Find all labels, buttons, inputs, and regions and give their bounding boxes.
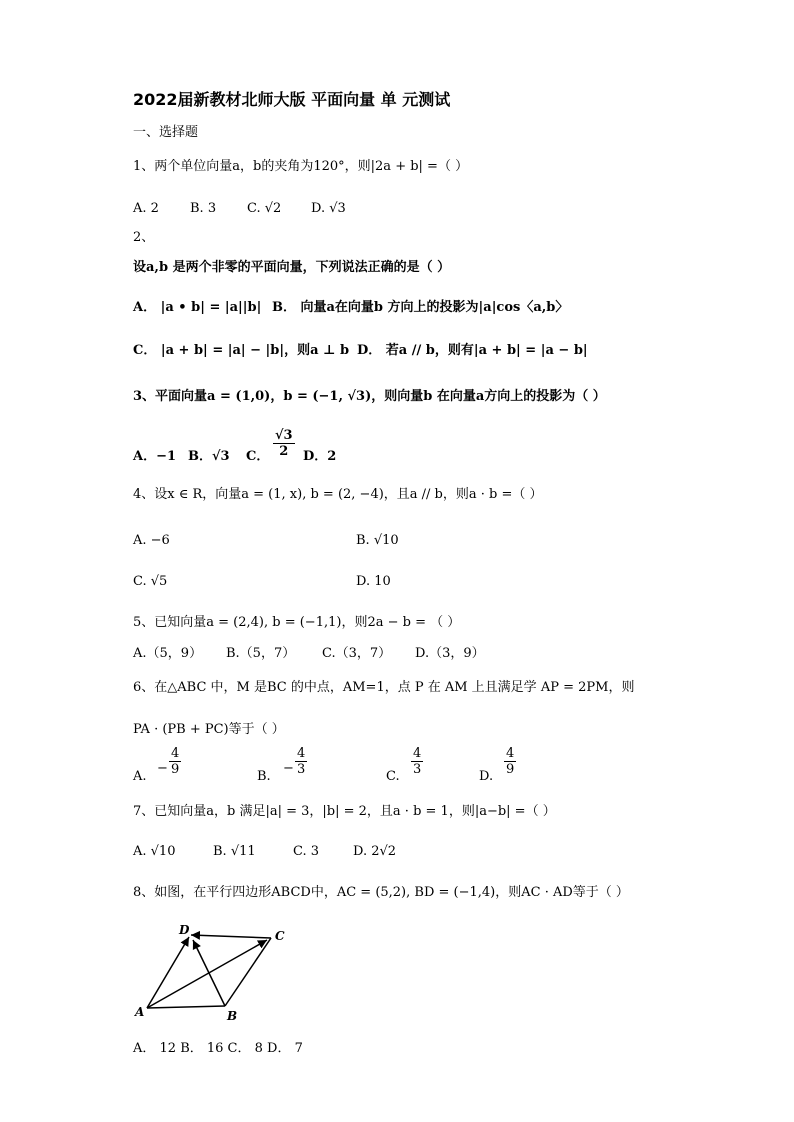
q7-option-d: D. 2√2 <box>353 844 397 859</box>
fraction-denominator: 3 <box>297 762 306 777</box>
question-8: 8、如图，在平行四边形ABCD中，AC = (5,2), BD = (−1,4)，则AC · AD等于（ ） <box>133 885 629 900</box>
question-6-line1: 6、在△ABC 中，M 是BC 的中点，AM=1，点 P 在 AM 上且满足学 AP = 2PM，则 <box>133 680 635 695</box>
vertex-c-label: C <box>275 929 285 943</box>
question-2: 设a,b 是两个非零的平面向量，下列说法正确的是（ ） <box>133 260 451 275</box>
question-7: 7、已知向量a，b 满足|a| = 3，|b| = 2，且a · b = 1，则|a−b| =（ ） <box>133 804 556 819</box>
fraction-denominator: 9 <box>506 762 515 777</box>
q6-option-a-fraction <box>169 746 181 777</box>
question-6-options <box>133 746 533 786</box>
q5-option-d: D.（3，9） <box>415 646 485 661</box>
question-4: 4、设x ∈ R，向量a = (1, x), b = (2, −4)，且a // b，则a · b =（ ） <box>133 487 543 502</box>
q3-option-a: A．−1 <box>133 449 177 464</box>
q1-option-b: B. 3 <box>190 201 217 216</box>
vertex-a-label: A <box>135 1005 145 1019</box>
q6-option-c-label: C. <box>386 769 400 784</box>
side-da <box>147 937 189 1008</box>
q6-option-d-label: D. <box>479 769 494 784</box>
q1-option-c: C. √2 <box>247 201 282 216</box>
diagonal-ac <box>147 940 267 1008</box>
q4-option-b: B. √10 <box>356 533 399 548</box>
side-ab <box>147 1006 225 1008</box>
fraction-numerator: 4 <box>171 746 180 761</box>
vertex-b-label: B <box>227 1009 238 1023</box>
q1-option-a: A. 2 <box>133 201 159 216</box>
q7-option-c: C. 3 <box>293 844 320 859</box>
q7-option-a: A. √10 <box>133 844 176 859</box>
fraction-denominator: 3 <box>413 762 422 777</box>
side-bc <box>225 938 271 1006</box>
fraction-denominator: 2 <box>279 444 289 459</box>
q4-option-a: A. −6 <box>133 533 170 548</box>
q6-option-a-sign: − <box>157 761 168 776</box>
question-2-number: 2、 <box>133 230 155 245</box>
q6-option-b-fraction <box>295 746 307 777</box>
vertex-d-label: D <box>179 923 190 937</box>
q3-option-c-label: C． <box>246 449 270 464</box>
side-cd <box>191 935 271 938</box>
q2-option-b: B． 向量a在向量b 方向上的投影为|a|cos〈a,b〉 <box>272 300 569 315</box>
q6-option-a-label: A. <box>133 769 147 784</box>
question-1: 1、两个单位向量a，b的夹角为120°，则|2a + b| =（ ） <box>133 159 469 174</box>
q2-option-c: C． |a + b| = |a| − |b|，则a ⊥ b <box>133 343 350 358</box>
question-3: 3、平面向量a = (1,0)，b = (−1, √3)，则向量b 在向量a方向上的投影为（ ） <box>133 389 606 404</box>
q5-option-c: C.（3，7） <box>322 646 392 661</box>
question-5: 5、已知向量a = (2,4), b = (−1,1)，则2a − b = （ ） <box>133 615 461 630</box>
page-title: 2022届新教材北师大版 平面向量 单 元测试 <box>133 90 451 109</box>
fraction-numerator: 4 <box>297 746 306 761</box>
question-8-options: A． 12 B． 16 C． 8 D． 7 <box>133 1041 303 1056</box>
q3-option-b: B．√3 <box>188 449 230 464</box>
q6-option-c-fraction <box>411 746 423 777</box>
fraction-numerator: 4 <box>413 746 422 761</box>
fraction-denominator: 9 <box>171 762 180 777</box>
q3-option-c-fraction <box>273 428 295 459</box>
q6-option-d-fraction <box>504 746 516 777</box>
q4-option-c: C. √5 <box>133 574 168 589</box>
q7-option-b: B. √11 <box>213 844 256 859</box>
section-heading: 一、选择题 <box>133 125 199 140</box>
q5-option-b: B.（5，7） <box>226 646 296 661</box>
q1-option-d: D. √3 <box>311 201 346 216</box>
q5-option-a: A.（5，9） <box>133 646 203 661</box>
q3-option-d: D．2 <box>303 449 337 464</box>
q4-option-d: D. 10 <box>356 574 391 589</box>
fraction-numerator: 4 <box>506 746 515 761</box>
fraction-numerator: √3 <box>275 428 293 443</box>
q2-option-a: A． |a • b| = |a||b| <box>133 300 262 315</box>
diagonal-bd <box>193 940 225 1006</box>
q6-option-b-label: B. <box>257 769 271 784</box>
q2-option-d: D． 若a // b，则有|a + b| = |a − b| <box>357 343 588 358</box>
question-6-line2: PA · (PB + PC)等于（ ） <box>133 722 285 737</box>
q6-option-b-sign: − <box>283 761 294 776</box>
parallelogram-figure <box>133 918 293 1028</box>
